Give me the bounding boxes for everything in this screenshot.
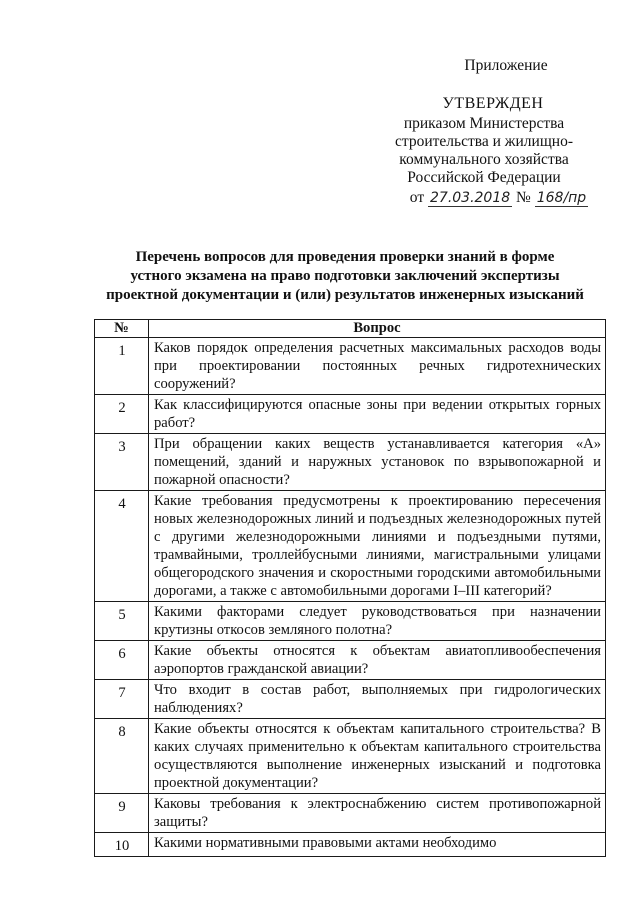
order-date: 27.03.2018 <box>430 190 511 206</box>
question-text: Как классифицируются опасные зоны при ведении открытых горных работ? <box>149 395 606 434</box>
table-row <box>95 434 606 491</box>
order-prefix: от <box>409 189 425 206</box>
title-line-3: проектной документации и (или) результатов инженерных изысканий <box>106 287 584 303</box>
table-row <box>95 641 606 680</box>
appendix-label: Приложение <box>464 57 548 74</box>
table-row <box>95 395 606 434</box>
question-number: 2 <box>95 395 149 434</box>
question-number: 1 <box>95 338 149 395</box>
table-row <box>95 491 606 602</box>
column-header-question: Вопрос <box>149 320 606 338</box>
question-text: Какие объекты относятся к объектам авиатопливообеспечения аэропортов гражданской авиации? <box>149 641 606 680</box>
question-number: 9 <box>95 794 149 833</box>
question-number: 4 <box>95 491 149 602</box>
question-text: Какими нормативными правовыми актами необходимо <box>149 833 606 857</box>
header-line-1: приказом Министерства <box>403 115 565 132</box>
question-number: 8 <box>95 719 149 794</box>
order-number: 168/пр <box>536 190 587 206</box>
question-text: Какими факторами следует руководствоваться при назначении крутизны откосов земляного полотна? <box>149 602 606 641</box>
table-row <box>95 719 606 794</box>
table-row <box>95 794 606 833</box>
header-line-2: строительства и жилищно- <box>395 133 573 150</box>
question-text: Каковы требования к электроснабжению систем противопожарной защиты? <box>149 794 606 833</box>
column-header-number: № <box>95 320 149 338</box>
approval-header <box>372 57 596 207</box>
question-text: Каков порядок определения расчетных максимальных расходов воды при проектировании постоянных речных гидротехнических сооружений? <box>149 338 606 395</box>
document-title <box>90 248 600 305</box>
question-number: 6 <box>95 641 149 680</box>
table-row <box>95 602 606 641</box>
question-text: Какие объекты относятся к объектам капитального строительства? В каких случаях применительно к объектам капитального строительства осуществляются выполнение инженерных изысканий и подготовка проектной документации? <box>149 719 606 794</box>
order-number-label: № <box>516 189 531 206</box>
question-number: 5 <box>95 602 149 641</box>
table-header-row <box>95 320 606 338</box>
header-line-4: Российской Федерации <box>407 169 561 186</box>
table-row <box>95 338 606 395</box>
order-line <box>372 189 596 207</box>
table-row <box>95 833 606 857</box>
title-line-1: Перечень вопросов для проведения проверки знаний в форме <box>135 249 555 265</box>
question-number: 7 <box>95 680 149 719</box>
question-text: Что входит в состав работ, выполняемых при гидрологических наблюдениях? <box>149 680 606 719</box>
header-line-3: коммунального хозяйства <box>399 151 569 168</box>
question-number: 10 <box>95 833 149 857</box>
question-text: Какие требования предусмотрены к проектированию пересечения новых железнодорожных линий и подъездных железнодорожных путей с другими железнодорожными линиями и подъездными путями, трамвайными, троллейбусными линиями, магистральными улицами общегородского значения и скоростными городскими автомобильными дорогами, а также с автомобильными дорогами I–III категорий? <box>149 491 606 602</box>
question-number: 3 <box>95 434 149 491</box>
question-text: При обращении каких веществ устанавливается категория «А» помещений, зданий и наружных установок по взрывопожарной и пожарной опасности? <box>149 434 606 491</box>
questions-table <box>94 319 606 857</box>
table-row <box>95 680 606 719</box>
title-line-2: устного экзамена на право подготовки заключений экспертизы <box>130 268 560 284</box>
approved-label: УТВЕРЖДЕН <box>442 95 544 112</box>
